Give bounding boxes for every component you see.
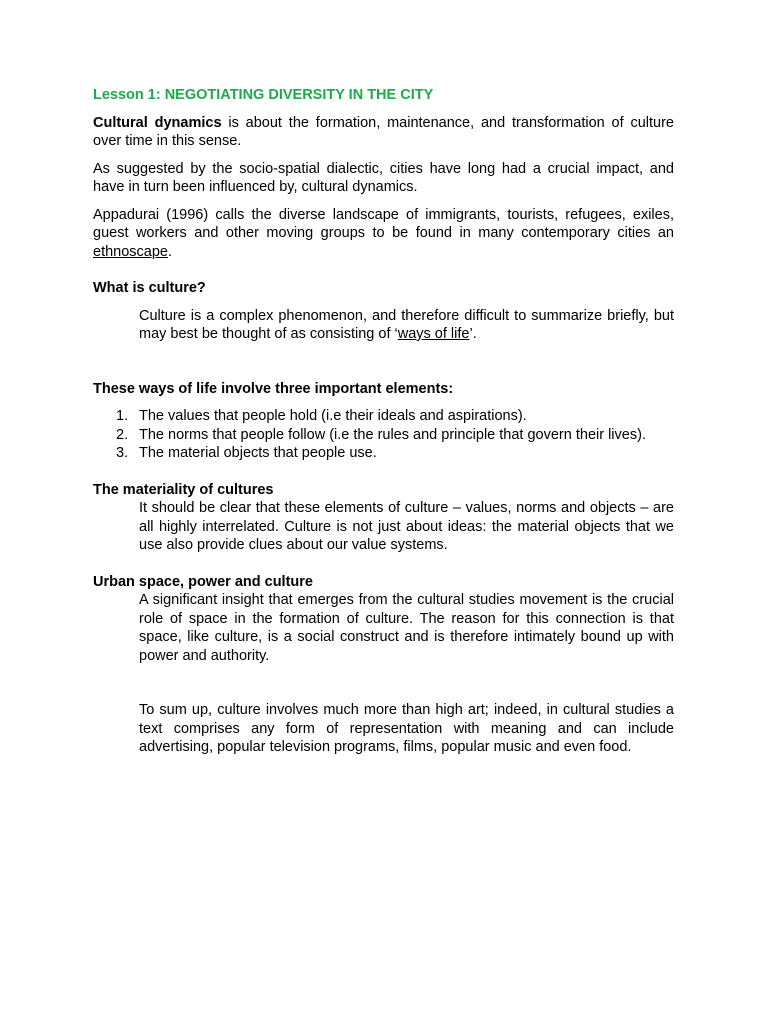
list-item (93, 444, 674, 463)
list-item-number: 3. (116, 445, 129, 461)
appadurai-text: Appadurai (1996) calls the diverse landscape of immigrants, tourists, refugees, exiles, guest workers and other moving groups to be found in many contemporary cities an (93, 206, 674, 241)
list-item-text: The norms that people follow (i.e the rules and principle that govern their lives). (139, 426, 646, 443)
list-item-number: 1. (116, 408, 129, 424)
culture-bullet-text: Culture is a complex phenomenon, and therefore difficult to summarize briefly, but may best be thought of as consisting of ‘ (139, 307, 674, 342)
appadurai-end: . (167, 243, 173, 260)
list-item (93, 407, 674, 426)
appadurai-paragraph (93, 206, 674, 262)
cultural-dynamics-term: Cultural dynamics (93, 114, 222, 131)
ethnoscape-term: ethnoscape (93, 243, 168, 260)
what-is-culture-heading: What is culture? (93, 280, 206, 296)
summary-bullet-item (93, 701, 674, 757)
materiality-bullet-text: It should be clear that these elements of culture – values, norms and objects – are all highly interrelated. Culture is not just about ideas: the material objects that we use also provide clues about our value systems. (139, 500, 674, 553)
list-item-text: The material objects that people use. (139, 445, 377, 461)
elements-list (93, 407, 674, 463)
cultural-dynamics-paragraph (93, 114, 674, 151)
culture-bullet-end: ’. (469, 326, 477, 342)
culture-bullet-item (93, 307, 674, 344)
cultural-dynamics-text: is about the formation, maintenance, and transformation of culture over time in this sense. (93, 114, 674, 149)
socio-spatial-paragraph: As suggested by the socio-spatial dialectic, cities have long had a crucial impact, and have in turn been influenced by, cultural dynamics. (93, 160, 674, 195)
materiality-heading: The materiality of cultures (93, 481, 274, 498)
list-item-text: The values that people hold (i.e their ideals and aspirations). (139, 408, 527, 424)
urban-space-bullet-item (93, 591, 674, 665)
materiality-bullet-item (93, 499, 674, 555)
summary-bullet-text: To sum up, culture involves much more than high art; indeed, in cultural studies a text comprises any form of representation with meaning and can include advertising, popular television programs, films, popular music and even food. (139, 702, 674, 755)
urban-space-bullet-text: A significant insight that emerges from the cultural studies movement is the crucial role of space in the formation of culture. The reason for this connection is that space, like culture, is a social construct and is therefore intimately bound up with power and authority. (139, 592, 674, 664)
lesson-title: Lesson 1: NEGOTIATING DIVERSITY IN THE CITY (93, 87, 434, 103)
list-item (93, 426, 674, 445)
three-elements-heading: These ways of life involve three important elements: (93, 380, 454, 397)
list-item-number: 2. (116, 426, 129, 443)
ways-of-life-term: ways of life (397, 326, 470, 342)
urban-space-heading: Urban space, power and culture (93, 573, 313, 590)
document-page (93, 86, 674, 757)
